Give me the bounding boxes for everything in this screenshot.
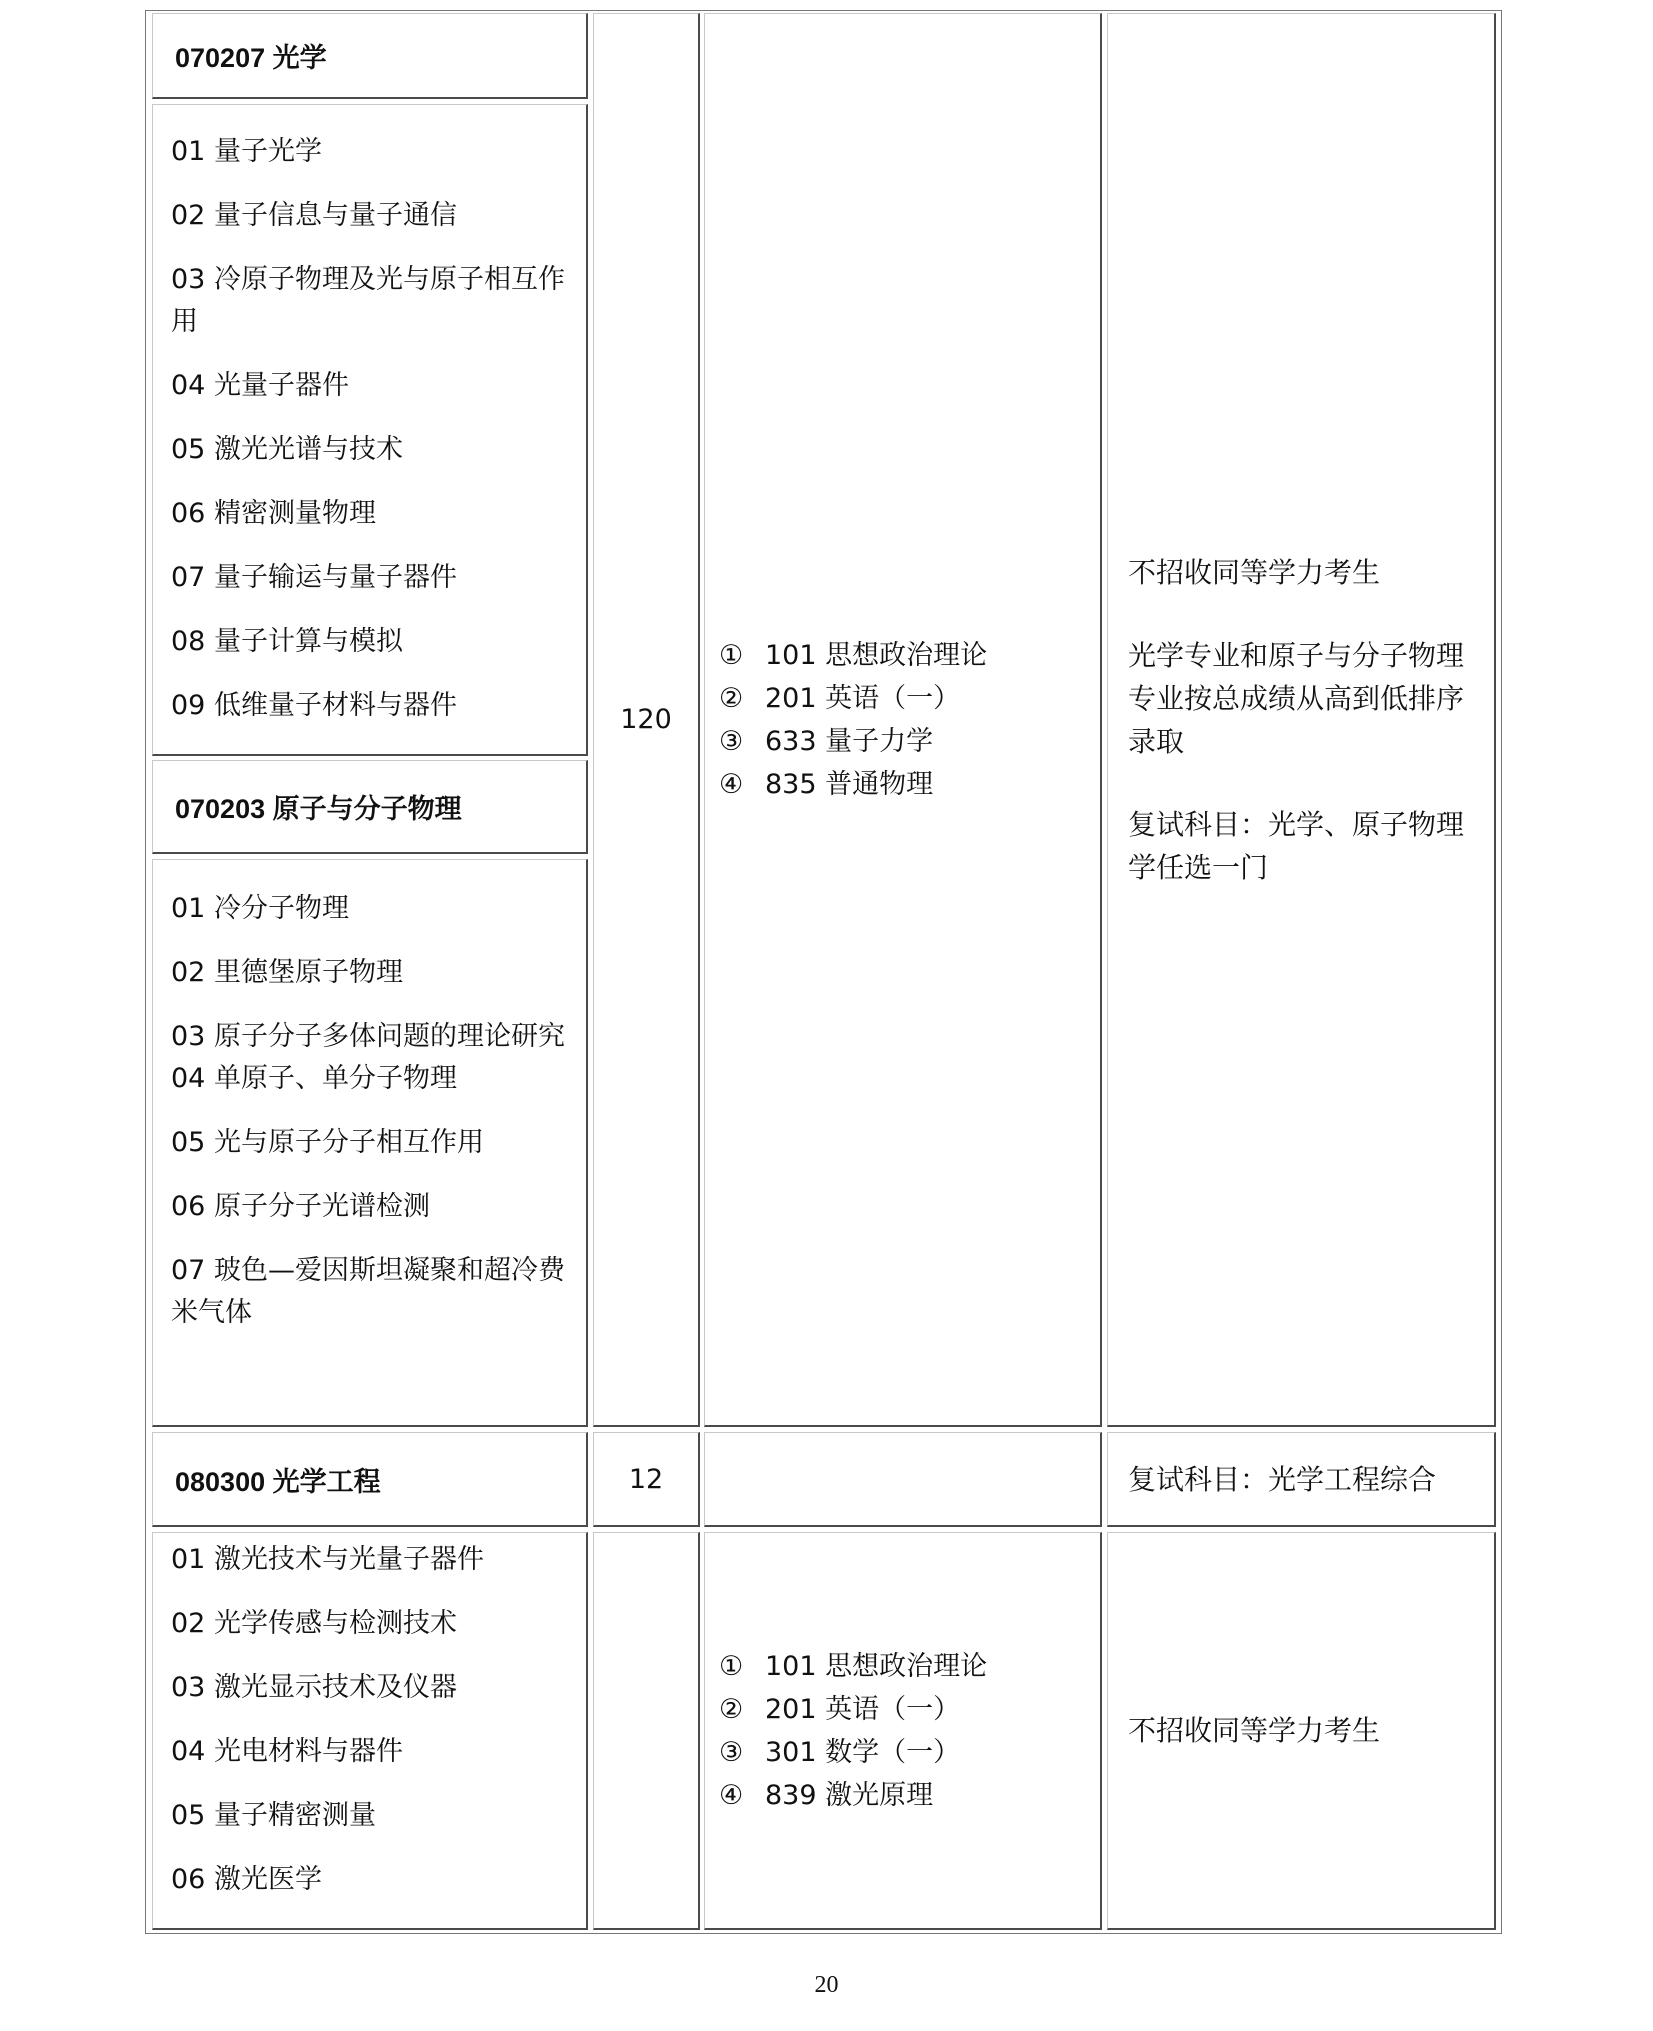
program-header-optical-engineering xyxy=(152,1432,588,1527)
quota-value: 120 xyxy=(620,704,672,735)
quota-cell-group1 xyxy=(593,13,700,1427)
notes-group2 xyxy=(1107,1532,1496,1930)
exam-item: ① 101 思想政治理论 xyxy=(719,1650,988,1682)
list-item: 03 冷原子物理及光与原子相互作用 xyxy=(171,264,565,337)
list-item: 02 光学传感与检测技术 xyxy=(171,1608,457,1639)
exam-item: ③ 301 数学（一） xyxy=(719,1736,961,1768)
quota-cell-group2 xyxy=(593,1432,700,1527)
quota-value: 12 xyxy=(628,1463,664,1495)
list-item: 06 激光医学 xyxy=(171,1864,322,1895)
program-header-atomic xyxy=(152,760,588,854)
list-item: 02 量子信息与量子通信 xyxy=(171,200,457,231)
list-item: 05 激光光谱与技术 xyxy=(171,434,403,465)
list-item: 04 单原子、单分子物理 xyxy=(171,1063,457,1094)
list-item: 03 激光显示技术及仪器 xyxy=(171,1672,457,1703)
list-item: 03 原子分子多体问题的理论研究 xyxy=(171,1021,565,1052)
list-item: 04 光电材料与器件 xyxy=(171,1736,403,1767)
list-item: 02 里德堡原子物理 xyxy=(171,957,403,988)
direction-list-optical-engineering xyxy=(152,1532,588,1930)
list-item: 07 玻色—爱因斯坦凝聚和超冷费米气体 xyxy=(171,1255,565,1328)
exam-subjects-group1 xyxy=(704,13,1102,1427)
list-item: 01 量子光学 xyxy=(171,136,322,167)
note-text: 复试科目：光学、原子物理学任选一门 xyxy=(1128,807,1465,884)
direction-list-atomic xyxy=(152,859,588,1427)
program-header-optics xyxy=(152,13,588,99)
notes-group1 xyxy=(1107,13,1496,1427)
list-item: 06 精密测量物理 xyxy=(171,498,376,529)
exam-item: ④ 839 激光原理 xyxy=(719,1779,934,1811)
list-item: 06 原子分子光谱检测 xyxy=(171,1191,430,1222)
exam-item: ③ 633 量子力学 xyxy=(719,725,934,757)
list-item: 07 量子输运与量子器件 xyxy=(171,562,457,593)
list-item: 05 光与原子分子相互作用 xyxy=(171,1127,484,1158)
exam-item: ② 201 英语（一） xyxy=(719,1693,961,1725)
note-text: 不招收同等学力考生 xyxy=(1128,1714,1381,1747)
program-header-label: 070203 原子与分子物理 xyxy=(175,794,462,824)
list-item: 08 量子计算与模拟 xyxy=(171,626,403,657)
program-header-label: 070207 光学 xyxy=(175,43,327,73)
note-text: 光学专业和原子与分子物理专业按总成绩从高到低排序录取 xyxy=(1128,638,1465,758)
list-item: 09 低维量子材料与器件 xyxy=(171,690,457,721)
note-text: 复试科目：光学工程综合 xyxy=(1128,1462,1437,1496)
direction-list-optics xyxy=(152,104,588,756)
list-item: 04 光量子器件 xyxy=(171,370,349,401)
list-item: 01 激光技术与光量子器件 xyxy=(171,1544,484,1575)
exam-subjects-group2 xyxy=(704,1532,1102,1930)
exam-item: ① 101 思想政治理论 xyxy=(719,639,988,671)
empty-exam-cell xyxy=(704,1432,1102,1527)
program-header-label: 080300 光学工程 xyxy=(175,1466,381,1497)
empty-quota-cell xyxy=(593,1532,700,1930)
note-text: 不招收同等学力考生 xyxy=(1128,555,1381,589)
list-item: 01 冷分子物理 xyxy=(171,893,349,924)
page-number: 20 xyxy=(814,1972,839,1998)
list-item: 05 量子精密测量 xyxy=(171,1800,376,1831)
exam-item: ④ 835 普通物理 xyxy=(719,768,934,800)
exam-item: ② 201 英语（一） xyxy=(719,682,961,714)
retest-note-group2 xyxy=(1107,1432,1496,1527)
